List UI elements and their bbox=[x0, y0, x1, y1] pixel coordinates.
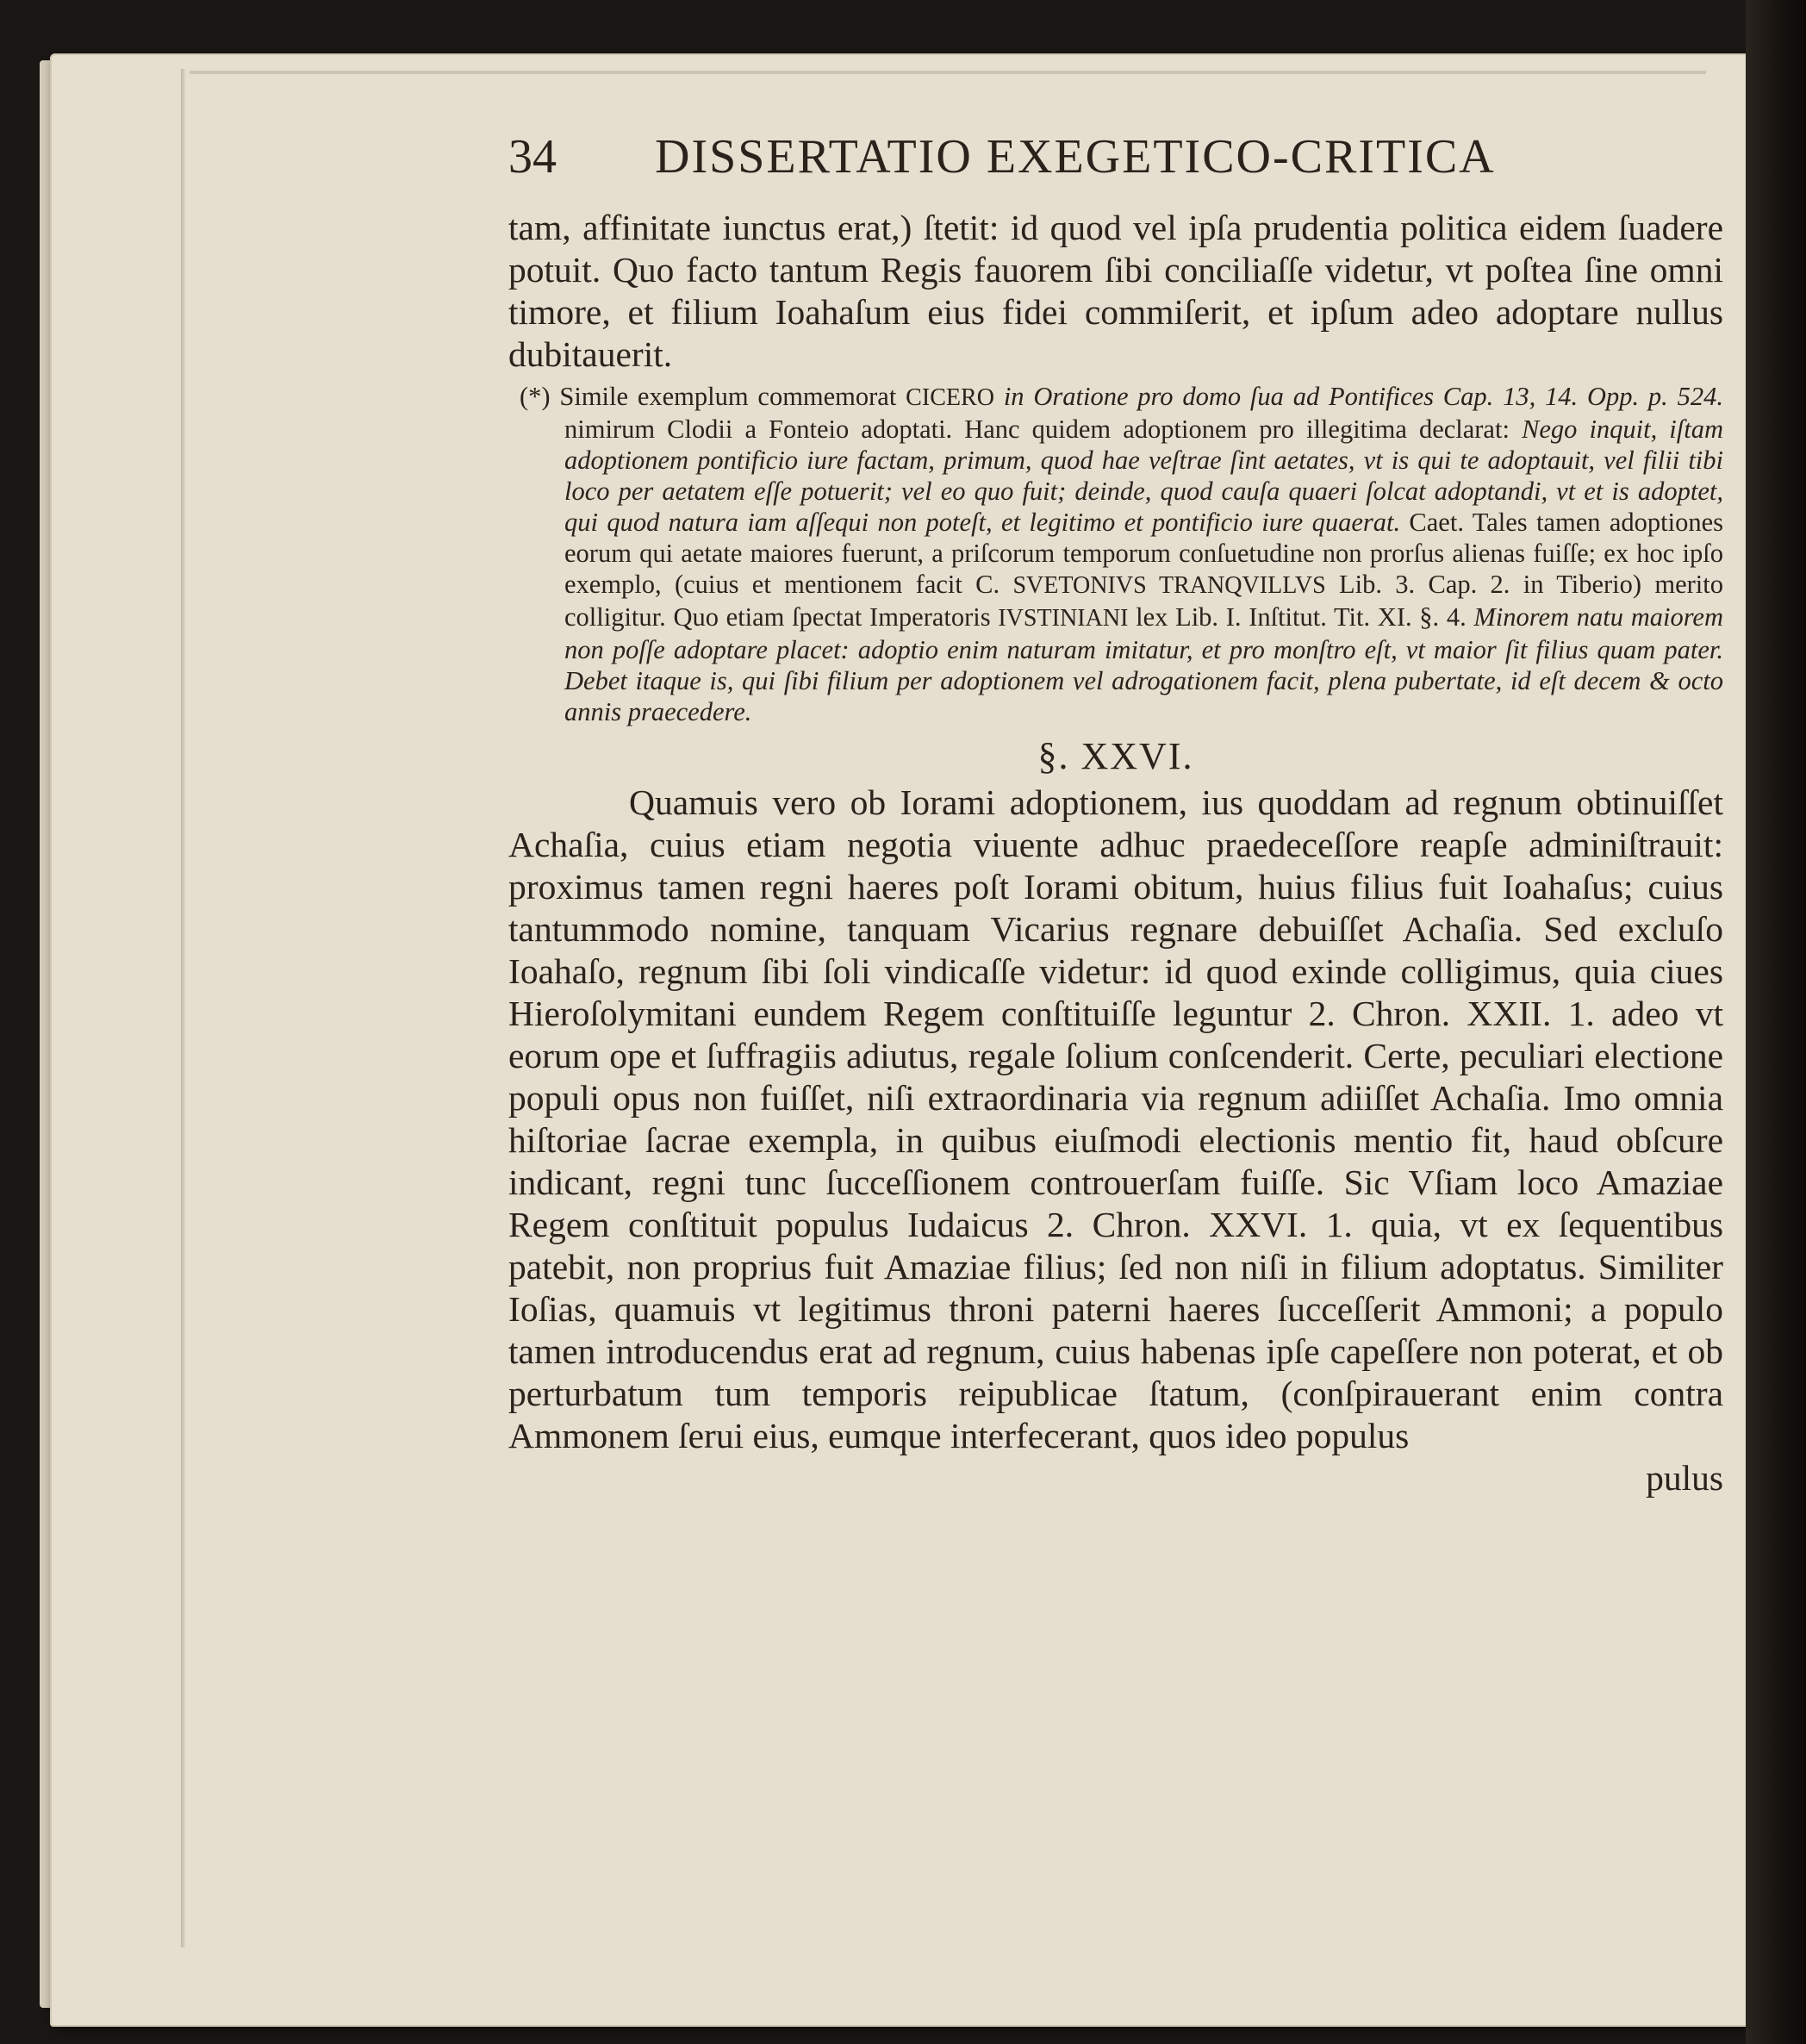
page-content bbox=[508, 129, 1723, 1499]
running-title: DISSERTATIO EXEGETICO-CRITICA bbox=[655, 130, 1496, 184]
catchword: pulus bbox=[1646, 1458, 1723, 1498]
footnote-author-suetonius: SVETONIVS TRANQVILLVS bbox=[1012, 572, 1326, 599]
footnote-marker: (*) bbox=[520, 382, 551, 411]
footnote bbox=[520, 381, 1724, 727]
page-number: 34 bbox=[508, 130, 557, 184]
page-header bbox=[508, 129, 1723, 207]
page-fold-top bbox=[190, 71, 1706, 74]
section-heading: §. XXVI. bbox=[1037, 735, 1194, 777]
footnote-text-4: Lib. 3. Cap. 2. in Tiberio) merito colligitur. Quo etiam ſpectat Imperatoris bbox=[564, 570, 1723, 632]
footnote-text-1: Simile exemplum commemorat bbox=[559, 382, 897, 411]
footnote-quote-2: Minorem natu maiorem non poſſe adoptare placet: adoptio enim naturam imitatur, et pro monſtro eſt, vt maior ſit filius quam pater. Debet itaque is, qui ſibi filium per adoptionem vel adrogationem facit, plena pubertate, id eſt decem & octo annis praecedere. bbox=[564, 602, 1723, 726]
footnote-text-2: nimirum Clodii a Fonteio adoptati. Hanc quidem adoptionem pro illegitima declarat: bbox=[564, 414, 1510, 444]
footnote-title-1: in Oratione pro domo ſua ad Pontifices Cap. 13, 14. Opp. p. 524. bbox=[1003, 382, 1723, 411]
book-spine bbox=[1746, 0, 1806, 2044]
footnote-author-iustinianus: IVSTINIANI bbox=[998, 605, 1129, 632]
lead-paragraph: tam, affinitate iunctus erat,) ſtetit: id quod vel ipſa prudentia politica eidem ſuadere potuit. Quo facto tantum Regis fauorem ſibi conciliaſſe videtur, vt poſtea ſine omni timore, et filium Ioahaſum eius fidei commiſerit, et ipſum adeo adoptare nullus dubitauerit. bbox=[508, 208, 1723, 374]
page-fold-shadow bbox=[181, 69, 186, 1947]
main-paragraph: Quamuis vero ob Iorami adoptionem, ius quoddam ad regnum obtinuiſſet Achaſia, cuius etiam negotia viuente adhuc praedeceſſore reapſe adminiſtrauit: proximus tamen regni haeres poſt Iorami obitum, huius filius fuit Ioahaſus; cuius tantummodo nomine, tanquam Vicarius regnare debuiſſet Achaſia. Sed excluſo Ioahaſo, regnum ſibi ſoli vindicaſſe videtur: id quod exinde colligimus, quia ciues Hieroſolymitani eundem Regem conſtituiſſe leguntur 2. Chron. XXII. 1. adeo vt eorum ope et ſuffragiis adiutus, regale ſolium conſcenderit. Certe, peculiari electione populi opus non fuiſſet, niſi extraordinaria via regnum adiiſſet Achaſia. Imo omnia hiſtoriae ſacrae exempla, in quibus eiuſmodi electionis mentio fit, haud obſcure indicant, regni tunc ſucceſſionem controuerſam fuiſſe. Sic Vſiam loco Amaziae Regem conſtituit populus Iudaicus 2. Chron. XXVI. 1. quia, vt ex ſequentibus patebit, non proprius fuit Amaziae filius; ſed non niſi in filium adoptatus. Similiter Ioſias, quamuis vt legitimus throni paterni haeres ſucceſſerit Ammoni; a populo tamen introducendus erat ad regnum, cuius habenas ipſe capeſſere non poterat, et ob perturbatum tum temporis reipublicae ſtatum, (conſpirauerant enim contra Ammonem ſerui eius, eumque interfecerant, quos ideo populus bbox=[508, 782, 1723, 1455]
footnote-text-5: lex Lib. I. Inſtitut. Tit. XI. §. 4. bbox=[1136, 602, 1467, 632]
footnote-text-3: Caet. Tales tamen adoptiones eorum qui aetate maiores fuerunt, a priſcorum temporum conſuetudine non prorſus alienas fuiſſe; ex hoc ipſo exemplo, (cuius et mentionem facit C. bbox=[564, 508, 1723, 599]
footnote-author-cicero: CICERO bbox=[906, 384, 994, 411]
footnote-quote-1: Nego inquit, iſtam adoptionem pontificio iure factam, primum, quod hae veſtrae ſint aetates, vt is qui te adoptauit, vel filii tibi loco per aetatem eſſe potuerit; vel eo quo fuit; deinde, quod cauſa quaeri ſolcat adoptandi, vt et is adoptet, qui quod natura iam aſſequi non poteſt, et legitimo et pontificio iure quaerat. bbox=[564, 414, 1724, 537]
